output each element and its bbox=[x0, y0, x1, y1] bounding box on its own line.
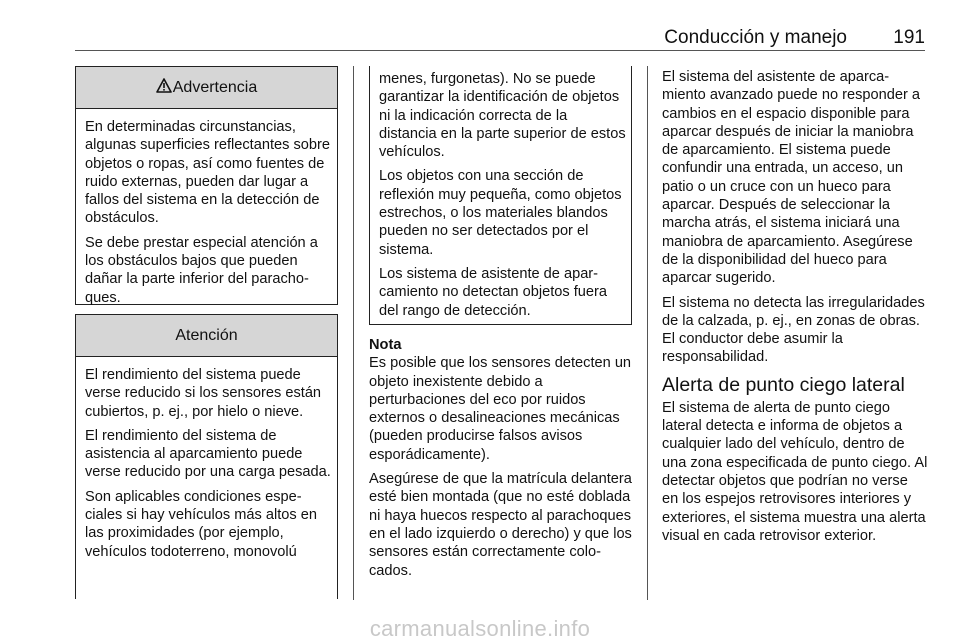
attention-box-title: Atención bbox=[175, 327, 238, 344]
attention-paragraph: Son aplicables condiciones especiales si hay vehículos más altos en las proximidades (por ejemplo, vehículos todoterreno, monovolú bbox=[85, 488, 317, 560]
warning-box bbox=[75, 66, 338, 305]
warning-box-header bbox=[76, 67, 337, 109]
attention-paragraph: El rendimiento del sistema puede verse reducido si los sensores están cubiertos, p. ej., por hielo o nieve. bbox=[85, 367, 322, 420]
attention-paragraph: El rendimiento del sistema de asistencia al aparcamiento puede verse reducido por una carga pesada. bbox=[85, 427, 331, 481]
right-column bbox=[662, 68, 928, 551]
attention-box-body bbox=[76, 357, 337, 561]
warning-triangle-icon bbox=[156, 78, 172, 93]
warning-paragraph: Se debe prestar especial atención a los obstáculos bajos que pueden dañar la parte inferior del parachoques. bbox=[85, 234, 318, 306]
body-paragraph: El sistema no detecta las irregularidades de la calzada, p. ej., en zonas de obras. El conductor debe asumir la responsabilidad. bbox=[662, 294, 925, 366]
body-paragraph: El sistema del asistente de aparcamiento avanzado puede no responder a cambios en el espacio disponible para aparcar después de iniciar la maniobra de aparcamiento. El sistema puede confundir una entrada, un acceso, un patio o un cruce con un hueco para aparcar. Después de seleccionar la marcha atrás, el sistema iniciará una maniobra de aparcamiento. Asegúrese de la disponibilidad del hueco para aparcar sugerido. bbox=[662, 69, 921, 287]
attention-paragraph: menes, furgonetas). No se puede garantizar la identificación de objetos ni la indicación correcta de la distancia en la parte superior de estos vehículos. bbox=[379, 71, 626, 161]
attention-paragraph: Los objetos con una sección de reflexión muy pequeña, como objetos estrechos, o los materiales blandos pueden no ser detectados por el sistema. bbox=[379, 168, 622, 258]
attention-cont-body bbox=[370, 66, 631, 320]
chapter-title: Conducción y manejo bbox=[664, 27, 847, 48]
note-block bbox=[369, 336, 635, 586]
watermark: carmanualsonline.info bbox=[369, 616, 591, 641]
section-heading: Alerta de punto ciego lateral bbox=[662, 373, 905, 396]
column-divider bbox=[647, 66, 648, 600]
attention-box-header bbox=[76, 315, 337, 357]
page-number: 191 bbox=[893, 27, 925, 48]
note-label: Nota bbox=[369, 337, 402, 353]
note-paragraph: Asegúrese de que la matrícula delantera esté bien montada (que no esté doblada ni haya huecos respecto al parachoques en el lado izquierdo o derecho) y que los sensores están correctamente colocados. bbox=[369, 471, 632, 579]
warning-box-title: Advertencia bbox=[172, 79, 258, 96]
warning-paragraph: En determinadas circunstancias, algunas superficies reflectantes sobre objetos o ropas, así como fuentes de ruido externas, pueden dar lugar a fallos del sistema en la detección de obstáculos. bbox=[85, 119, 330, 227]
column-divider bbox=[353, 66, 354, 600]
note-paragraph: Es posible que los sensores detecten un objeto inexistente debido a perturbaciones del eco por ruidos externos o desalineaciones mecánicas (pueden producirse falsos avisos esporádicamente). bbox=[369, 355, 632, 463]
section-paragraph: El sistema de alerta de punto ciego lateral detecta e informa de objetos a cualquier lado del vehículo, dentro de una zona especificada de punto ciego. Al detectar objetos que podrían no verse en los espejos retrovisores interiores y exteriores, el sistema muestra una alerta visual en cada retrovisor exterior. bbox=[662, 399, 928, 544]
attention-box-continued bbox=[369, 66, 632, 325]
page-header bbox=[75, 26, 925, 50]
attention-box bbox=[75, 314, 338, 599]
warning-box-body bbox=[76, 109, 337, 307]
attention-paragraph: Los sistema de asistente de aparcamiento no detectan objetos fuera del rango de detección. bbox=[379, 265, 607, 319]
header-rule bbox=[75, 50, 925, 51]
